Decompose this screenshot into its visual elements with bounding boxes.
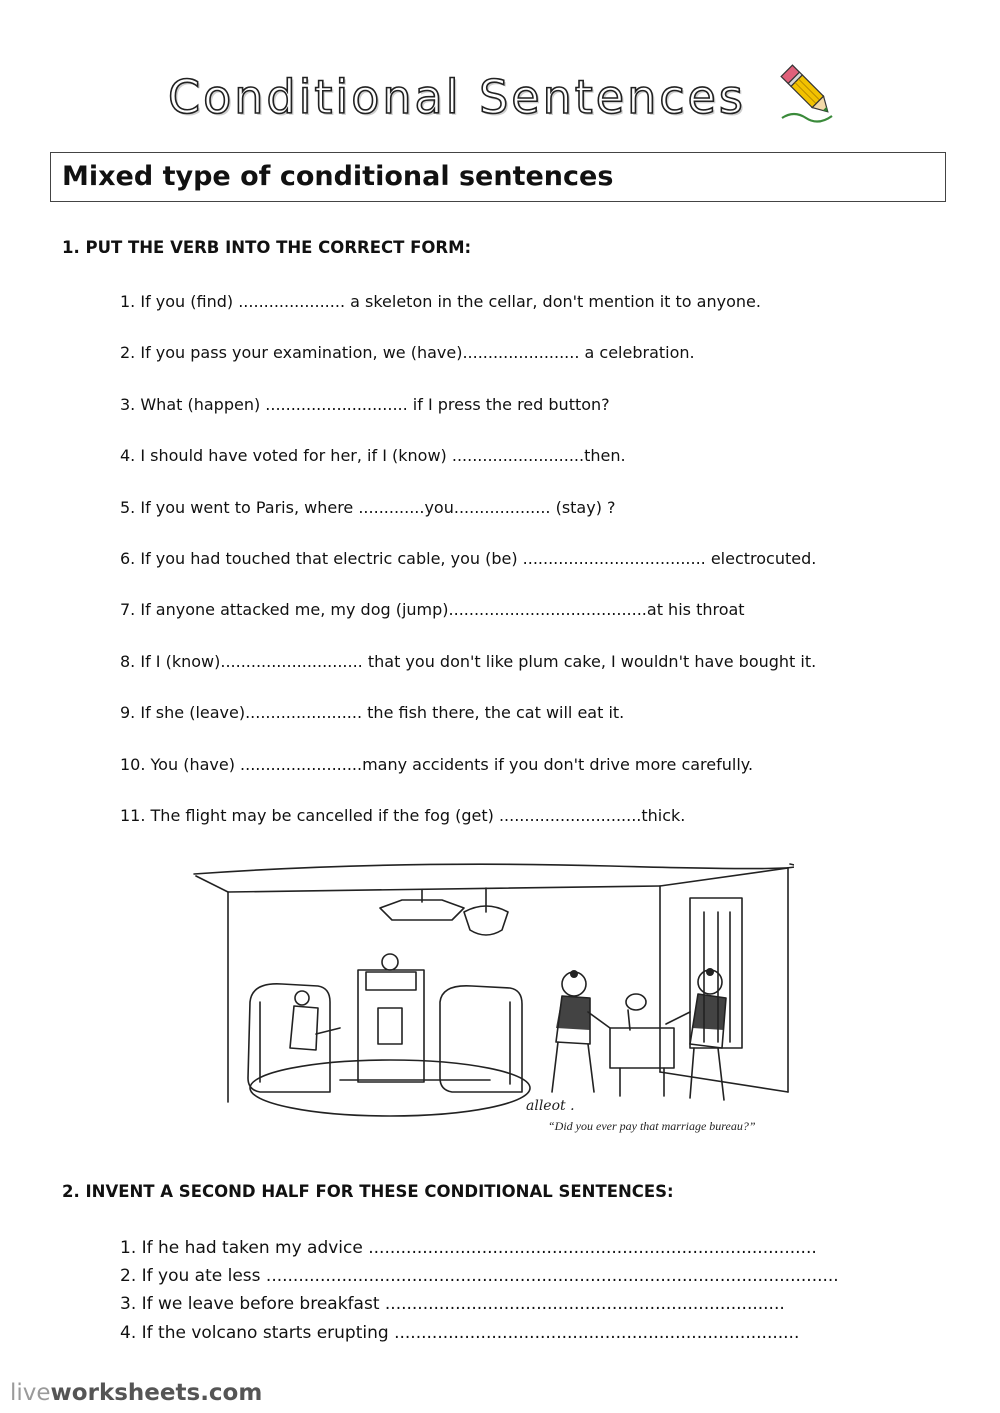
exercise-1-item: 1. If you (find) ..................... a skeleton in the cellar, don't mention it to anyone. [120,292,761,311]
section-title: Mixed type of conditional sentences [62,161,614,192]
exercise-1-list [120,292,816,857]
exercise-1-item: 4. I should have voted for her, if I (know) ..........................then. [120,446,626,466]
exercise-2-item: 2. If you ate less .......................................................................................................... [120,1266,839,1287]
logo-part-live: live [10,1380,51,1406]
page-title: Conditional Sentences [168,70,746,124]
logo-part-worksheets: worksheets [50,1380,201,1406]
cartoon-signature: alleot . [526,1098,575,1114]
exercise-2-list [120,1238,839,1351]
logo-part-tld: .com [200,1380,263,1406]
exercise-2-item: 1. If he had taken my advice ................................................................................... [120,1238,817,1258]
cartoon-caption: “Did you ever pay that marriage bureau?” [548,1119,756,1133]
section-title-box [50,152,946,202]
exercise-2-item: 3. If we leave before breakfast .......................................................................... [120,1294,785,1315]
exercise-1-item: 5. If you went to Paris, where .............you................... (stay) ? [120,497,616,517]
liveworksheets-logo[interactable] [10,1380,262,1406]
exercise-1-heading: 1. PUT THE VERB INTO THE CORRECT FORM: [62,238,472,257]
exercise-1-item: 10. You (have) ........................many accidents if you don't drive more carefully. [120,754,754,774]
pencil-icon [776,60,840,124]
exercise-1-item: 7. If anyone attacked me, my dog (jump).......................................at his throat [120,600,745,620]
exercise-1-item: 11. The flight may be cancelled if the fog (get) ............................thick. [120,805,686,825]
cartoon-illustration [190,852,794,1138]
exercise-2-item: 4. If the volcano starts erupting ........................................................................... [120,1322,800,1343]
exercise-1-item: 3. What (happen) ............................ if I press the red button? [120,394,610,414]
exercise-1-item: 8. If I (know)............................ that you don't like plum cake, I wouldn't have bought it. [120,651,817,671]
exercise-1-item: 6. If you had touched that electric cable, you (be) .................................... electrocuted. [120,548,817,568]
exercise-1-item: 9. If she (leave)....................... the fish there, the cat will eat it. [120,703,625,723]
exercise-1-item: 2. If you pass your examination, we (have)....................... a celebration. [120,343,695,363]
exercise-2-heading: 2. INVENT A SECOND HALF FOR THESE CONDITIONAL SENTENCES: [62,1182,674,1201]
